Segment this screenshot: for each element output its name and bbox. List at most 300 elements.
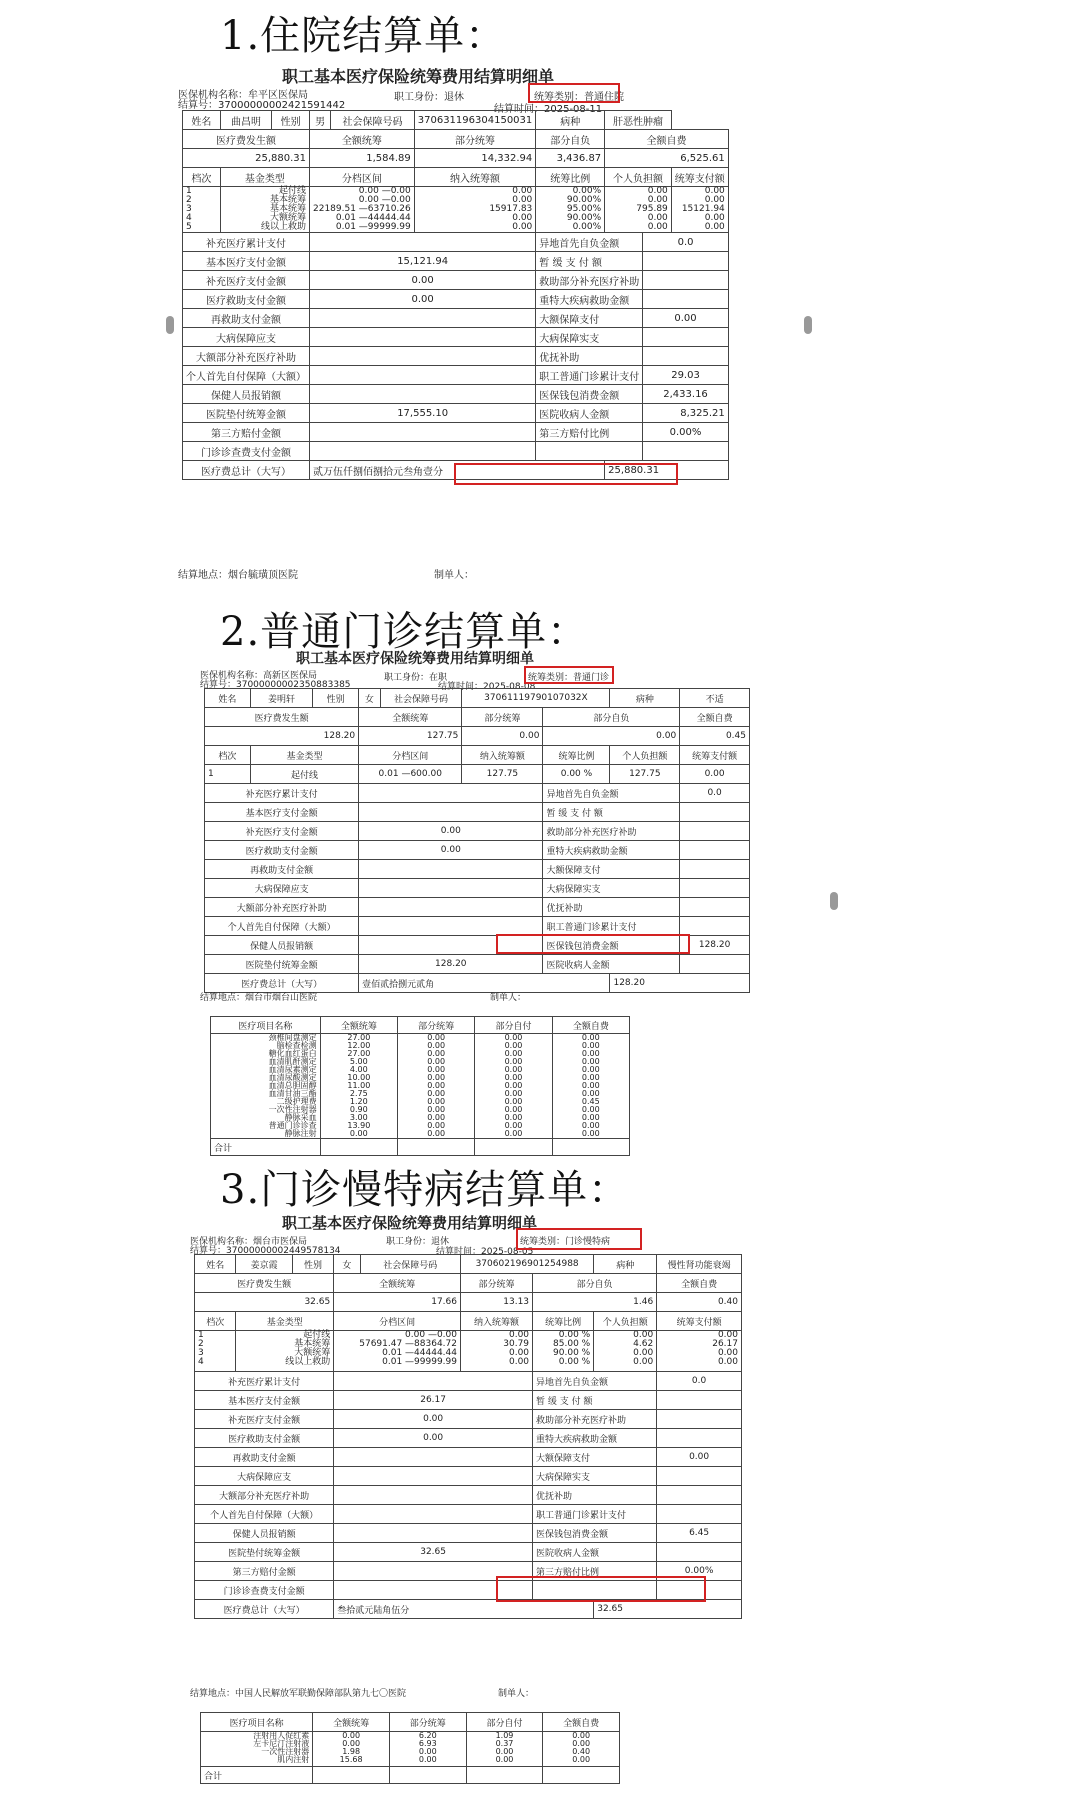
label-disease: 病种 xyxy=(610,689,680,708)
detail-row xyxy=(205,879,750,898)
detail-value xyxy=(310,233,536,252)
tier-personal: 0.00 0.00 795.89 0.00 0.00 xyxy=(605,187,672,233)
detail-label: 第三方赔付金额 xyxy=(195,1562,334,1581)
tier-personal: 127.75 xyxy=(610,765,680,784)
header-full-self: 全额自费 xyxy=(605,130,729,149)
detail-label: 职工普通门诊累计支付 xyxy=(543,917,680,936)
items-h-full-coord: 全额统筹 xyxy=(313,1713,390,1732)
detail-row xyxy=(183,385,729,404)
items-h-part-self: 部分自付 xyxy=(466,1713,543,1732)
detail-value xyxy=(359,898,543,917)
right-scroll-marker xyxy=(804,316,812,334)
patient-row xyxy=(195,1255,742,1274)
detail-label: 大额部分补充医疗补助 xyxy=(205,898,359,917)
settle-time: 结算时间：2025-08-08 xyxy=(438,682,536,692)
wallet-label: 医保钱包消费金额 xyxy=(533,1524,657,1543)
employee-identity: 职工身份：退休 xyxy=(386,1237,450,1247)
items-full-coord: 27.00 12.00 27.00 5.00 4.00 10.00 11.00 2.75 1.20 0.90 3.00 13.90 0.00 xyxy=(320,1034,397,1139)
summary-value-row xyxy=(183,149,729,168)
patient-row xyxy=(205,689,750,708)
detail-row xyxy=(183,347,729,366)
detail-label: 第三方赔付金额 xyxy=(183,423,310,442)
header-part-coord: 部分统筹 xyxy=(414,130,536,149)
highlight-box-category xyxy=(524,666,614,684)
patient-disease: 肝恶性肿瘤 xyxy=(605,111,672,130)
items-total-cell xyxy=(552,1139,629,1156)
detail-row xyxy=(205,841,750,860)
detail-label: 救助部分补充医疗补助 xyxy=(536,271,643,290)
highlight-box-category xyxy=(516,1228,642,1250)
detail-label: 大病保障应支 xyxy=(195,1467,334,1486)
tier-header-row xyxy=(183,168,729,187)
label-name: 姓名 xyxy=(195,1255,236,1274)
items-part-coord: 0.00 0.00 0.00 0.00 0.00 0.00 0.00 0.00 0.00 0.00 0.00 0.00 0.00 xyxy=(398,1034,475,1139)
detail-value xyxy=(334,1505,533,1524)
detail-value: 17,555.10 xyxy=(310,404,536,423)
detail-value: 0.0 xyxy=(657,1372,742,1391)
value-part-coord: 0.00 xyxy=(462,727,543,746)
detail-label: 大额保障支付 xyxy=(533,1448,657,1467)
tier-h-paid: 统筹支付额 xyxy=(671,168,728,187)
tier-ratio: 0.00 % xyxy=(543,765,610,784)
detail-label: 救助部分补充医疗补助 xyxy=(543,822,680,841)
patient-name: 曲昌明 xyxy=(220,111,272,130)
detail-label: 重特大疾病救助金额 xyxy=(536,290,643,309)
detail-label: 个人首先自付保障（大额） xyxy=(183,366,310,385)
wallet-value: 128.20 xyxy=(680,936,750,955)
detail-row xyxy=(205,955,750,974)
value-total-cost: 128.20 xyxy=(205,727,359,746)
items-values-row xyxy=(201,1732,620,1767)
value-part-coord: 13.13 xyxy=(461,1293,533,1312)
detail-row xyxy=(205,803,750,822)
items-full-coord: 0.00 0.00 1.98 15.68 xyxy=(313,1732,390,1767)
header-part-coord: 部分统筹 xyxy=(462,708,543,727)
tier-paid: 0.00 xyxy=(680,765,750,784)
value-part-self: 1.46 xyxy=(533,1293,657,1312)
label-disease: 病种 xyxy=(536,111,605,130)
items-names: 注射用人促红素 左卡尼汀注射液 一次性注射器 肌内注射 xyxy=(201,1732,313,1767)
patient-gender: 女 xyxy=(359,689,380,708)
tier-h-level: 档次 xyxy=(183,168,221,187)
items-full-self: 0.00 0.00 0.40 0.00 xyxy=(543,1732,620,1767)
detail-label: 大额部分补充医疗补助 xyxy=(195,1486,334,1505)
detail-label: 大额部分补充医疗补助 xyxy=(183,347,310,366)
detail-row xyxy=(195,1391,742,1410)
patient-row xyxy=(183,111,729,130)
patient-name: 姜明轩 xyxy=(250,689,312,708)
detail-label: 门诊诊查费支付金额 xyxy=(183,442,310,461)
right-scroll-marker xyxy=(830,892,838,910)
total-label: 医疗费总计（大写） xyxy=(183,461,310,480)
total-row xyxy=(195,1600,742,1619)
detail-value: 0.00 xyxy=(334,1429,533,1448)
detail-value xyxy=(310,423,536,442)
tier-h-personal: 个人负担额 xyxy=(605,168,672,187)
header-full-coord: 全额统筹 xyxy=(334,1274,461,1293)
detail-value: 0.00% xyxy=(643,423,729,442)
maker-label: 制单人： xyxy=(498,1689,535,1699)
detail-label: 优抚补助 xyxy=(543,898,680,917)
label-disease: 病种 xyxy=(594,1255,657,1274)
tier-h-fund: 基金类型 xyxy=(250,746,358,765)
detail-value xyxy=(680,841,750,860)
items-h-name: 医疗项目名称 xyxy=(201,1713,313,1732)
detail-row xyxy=(195,1467,742,1486)
items-total-label: 合计 xyxy=(211,1139,321,1156)
patient-ssn: 370631196304150031 xyxy=(414,111,536,130)
tier-h-fund: 基金类型 xyxy=(236,1312,334,1331)
detail-value xyxy=(680,955,750,974)
section-title-outpatient: 2.普通门诊结算单： xyxy=(220,609,589,655)
tier-h-ratio: 统筹比例 xyxy=(543,746,610,765)
tier-ranges: 0.00 —0.00 0.00 —0.00 22189.51 —63710.26 0.01 —44444.44 0.01 —99999.99 xyxy=(310,187,415,233)
org-name: 医保机构名称：牟平区医保局 xyxy=(178,90,308,101)
coordination-category: 统筹类别：门诊慢特病 xyxy=(520,1237,611,1247)
detail-label: 大病保障实支 xyxy=(533,1467,657,1486)
value-part-self: 0.00 xyxy=(543,727,680,746)
detail-value xyxy=(310,385,536,404)
detail-value: 0.00 xyxy=(310,271,536,290)
settle-place: 结算地点：中国人民解放军联勤保障部队第九七〇医院 xyxy=(190,1689,407,1699)
detail-row xyxy=(183,309,729,328)
summary-value-row xyxy=(195,1293,742,1312)
items-total-cell xyxy=(475,1139,552,1156)
patient-gender: 男 xyxy=(310,111,331,130)
detail-row xyxy=(195,1429,742,1448)
items-total-cell xyxy=(389,1767,466,1784)
detail-value xyxy=(359,879,543,898)
tier-ratios: 0.00% 90.00% 95.00% 90.00% 0.00% xyxy=(536,187,605,233)
detail-value: 0.00 xyxy=(310,290,536,309)
summary-header-row xyxy=(195,1274,742,1293)
items-part-coord: 6.20 6.93 0.00 0.00 xyxy=(389,1732,466,1767)
tier-paid: 0.00 0.00 15121.94 0.00 0.00 xyxy=(671,187,728,233)
header-full-coord: 全额统筹 xyxy=(310,130,415,149)
detail-row xyxy=(183,233,729,252)
tier-fund-type: 起付线 xyxy=(250,765,358,784)
tier-included: 0.00 30.79 0.00 0.00 xyxy=(461,1331,533,1372)
detail-label: 保健人员报销额 xyxy=(195,1524,334,1543)
header-total-cost: 医疗费发生额 xyxy=(183,130,310,149)
tier-h-included: 纳入统筹额 xyxy=(461,1312,533,1331)
value-full-self: 0.45 xyxy=(680,727,750,746)
tier-values-row xyxy=(205,765,750,784)
detail-value xyxy=(657,1391,742,1410)
detail-row xyxy=(183,366,729,385)
detail-label: 保健人员报销额 xyxy=(205,936,359,955)
detail-label: 门诊诊查费支付金额 xyxy=(195,1581,334,1600)
detail-label: 第三方赔付比例 xyxy=(533,1562,657,1581)
detail-row xyxy=(195,1524,742,1543)
detail-row xyxy=(195,1505,742,1524)
patient-ssn: 370602196901254988 xyxy=(461,1255,594,1274)
tier-included: 0.00 0.00 15917.83 0.00 0.00 xyxy=(414,187,536,233)
detail-label: 医院垫付统筹金额 xyxy=(205,955,359,974)
detail-label: 再救助支付金额 xyxy=(205,860,359,879)
label-gender: 性别 xyxy=(292,1255,333,1274)
detail-label: 大病保障应支 xyxy=(183,328,310,347)
settle-number: 结算号：37000000002350883385 xyxy=(200,680,351,690)
tier-h-ratio: 统筹比例 xyxy=(536,168,605,187)
detail-row xyxy=(183,442,729,461)
summary-value-row xyxy=(205,727,750,746)
detail-label: 补充医疗支付金额 xyxy=(205,822,359,841)
tier-header-row xyxy=(195,1312,742,1331)
detail-value xyxy=(680,917,750,936)
detail-value xyxy=(334,1372,533,1391)
wallet-value: 6.45 xyxy=(657,1524,742,1543)
detail-value xyxy=(334,1448,533,1467)
detail-value xyxy=(310,366,536,385)
value-part-self: 3,436.87 xyxy=(536,149,605,168)
patient-disease: 慢性肾功能衰竭 xyxy=(657,1255,742,1274)
wallet-value: 2,433.16 xyxy=(643,385,729,404)
detail-row xyxy=(205,917,750,936)
label-name: 姓名 xyxy=(183,111,221,130)
settle-time: 结算时间：2025-08-05 xyxy=(436,1247,534,1257)
header-full-coord: 全额统筹 xyxy=(359,708,462,727)
settle-place: 结算地点：烟台毓璜顶医院 xyxy=(178,570,298,581)
settlement-table xyxy=(182,110,729,480)
header-full-self: 全额自费 xyxy=(657,1274,742,1293)
detail-label: 大病保障实支 xyxy=(543,879,680,898)
items-total-cell xyxy=(313,1767,390,1784)
detail-value xyxy=(334,1467,533,1486)
label-ssn: 社会保障号码 xyxy=(360,1255,460,1274)
detail-value: 128.20 xyxy=(359,955,543,974)
detail-value xyxy=(310,328,536,347)
items-header-row xyxy=(201,1713,620,1732)
detail-value: 0.00 xyxy=(657,1448,742,1467)
org-name: 医保机构名称：烟台市医保局 xyxy=(190,1237,308,1247)
items-part-self: 1.09 0.37 0.00 0.00 xyxy=(466,1732,543,1767)
header-part-self: 部分自负 xyxy=(536,130,605,149)
patient-gender: 女 xyxy=(334,1255,360,1274)
label-gender: 性别 xyxy=(313,689,359,708)
tier-levels: 1 2 3 4 5 xyxy=(183,187,221,233)
detail-value xyxy=(680,860,750,879)
detail-label: 补充医疗支付金额 xyxy=(183,271,310,290)
detail-label: 个人首先自付保障（大额） xyxy=(205,917,359,936)
detail-label: 基本医疗支付金额 xyxy=(195,1391,334,1410)
detail-value xyxy=(310,442,536,461)
detail-row xyxy=(183,404,729,423)
summary-header-row xyxy=(205,708,750,727)
items-h-full-self: 全额自费 xyxy=(543,1713,620,1732)
value-part-coord: 14,332.94 xyxy=(414,149,536,168)
detail-value xyxy=(657,1467,742,1486)
tier-values-row xyxy=(183,187,729,233)
detail-label: 医院收病人金额 xyxy=(543,955,680,974)
header-part-coord: 部分统筹 xyxy=(461,1274,533,1293)
patient-ssn: 37061119790107032X xyxy=(462,689,610,708)
items-values-row xyxy=(211,1034,630,1139)
detail-value: 29.03 xyxy=(643,366,729,385)
detail-value: 0.00 xyxy=(359,841,543,860)
tier-h-personal: 个人负担额 xyxy=(610,746,680,765)
detail-label: 医疗救助支付金额 xyxy=(183,290,310,309)
detail-value: 0.00 xyxy=(643,309,729,328)
detail-row xyxy=(195,1410,742,1429)
detail-value xyxy=(310,309,536,328)
detail-label: 保健人员报销额 xyxy=(183,385,310,404)
items-total-label: 合计 xyxy=(201,1767,313,1784)
section-title-inpatient: 1.住院结算单： xyxy=(220,13,507,59)
patient-disease: 不适 xyxy=(680,689,750,708)
coordination-category: 统筹类别：普通住院 xyxy=(534,92,624,103)
tier-range: 0.01 —600.00 xyxy=(359,765,462,784)
detail-row xyxy=(195,1486,742,1505)
items-h-full-coord: 全额统筹 xyxy=(320,1017,397,1034)
wallet-label: 医保钱包消费金额 xyxy=(543,936,680,955)
detail-label: 补充医疗累计支付 xyxy=(205,784,359,803)
total-words: 贰万伍仟捌佰捌拾元叁角壹分 xyxy=(310,461,605,480)
detail-value xyxy=(680,822,750,841)
detail-row xyxy=(205,860,750,879)
tier-h-included: 纳入统筹额 xyxy=(414,168,536,187)
detail-value xyxy=(359,784,543,803)
detail-label: 医院收病人金额 xyxy=(536,404,643,423)
value-full-self: 0.40 xyxy=(657,1293,742,1312)
detail-label: 补充医疗累计支付 xyxy=(195,1372,334,1391)
tier-fund-types: 起付线 基本统筹 基本统筹 大额统筹 线以上救助 xyxy=(220,187,309,233)
detail-value xyxy=(657,1410,742,1429)
items-h-part-self: 部分自付 xyxy=(475,1017,552,1034)
tier-levels: 1 2 3 4 xyxy=(195,1331,236,1372)
detail-label: 优抚补助 xyxy=(536,347,643,366)
items-total-cell xyxy=(320,1139,397,1156)
detail-label: 第三方赔付比例 xyxy=(536,423,643,442)
section-title-chronic: 3.门诊慢特病结算单： xyxy=(220,1167,630,1213)
detail-value xyxy=(657,1429,742,1448)
items-full-self: 0.00 0.00 0.00 0.00 0.00 0.00 0.00 0.00 0.45 0.00 0.00 0.00 0.00 xyxy=(552,1034,629,1139)
detail-row xyxy=(195,1448,742,1467)
detail-label: 职工普通门诊累计支付 xyxy=(533,1505,657,1524)
detail-label: 补充医疗支付金额 xyxy=(195,1410,334,1429)
detail-label: 优抚补助 xyxy=(533,1486,657,1505)
value-full-coord: 17.66 xyxy=(334,1293,461,1312)
detail-row xyxy=(205,822,750,841)
detail-label: 医院收病人金额 xyxy=(533,1543,657,1562)
detail-value xyxy=(680,898,750,917)
total-amount: 128.20 xyxy=(610,974,750,993)
tier-header-row xyxy=(205,746,750,765)
detail-row xyxy=(183,271,729,290)
settlement-doc-outpatient xyxy=(200,648,760,1168)
detail-label: 再救助支付金额 xyxy=(195,1448,334,1467)
detail-value xyxy=(359,860,543,879)
items-table xyxy=(210,1016,630,1156)
detail-label: 个人首先自付保障（大额） xyxy=(195,1505,334,1524)
tier-personal: 0.00 4.62 0.00 0.00 xyxy=(594,1331,657,1372)
value-full-self: 6,525.61 xyxy=(605,149,729,168)
label-name: 姓名 xyxy=(205,689,251,708)
maker-label: 制单人： xyxy=(490,993,527,1003)
tier-h-level: 档次 xyxy=(195,1312,236,1331)
items-total-cell xyxy=(543,1767,620,1784)
detail-label: 异地首先自负金额 xyxy=(536,233,643,252)
detail-value: 0.0 xyxy=(643,233,729,252)
detail-value xyxy=(680,803,750,822)
tier-ranges: 0.00 —0.00 57691.47 —88364.72 0.01 —44444.44 0.01 —99999.99 xyxy=(334,1331,461,1372)
patient-name: 姜京霞 xyxy=(236,1255,292,1274)
wallet-label: 医保钱包消费金额 xyxy=(536,385,643,404)
items-header-row xyxy=(211,1017,630,1034)
items-part-self: 0.00 0.00 0.00 0.00 0.00 0.00 0.00 0.00 0.00 0.00 0.00 0.00 0.00 xyxy=(475,1034,552,1139)
value-full-coord: 127.75 xyxy=(359,727,462,746)
total-words: 叁拾贰元陆角伍分 xyxy=(334,1600,594,1619)
detail-value xyxy=(643,290,729,309)
detail-label: 重特大疾病救助金额 xyxy=(533,1429,657,1448)
value-full-coord: 1,584.89 xyxy=(310,149,415,168)
items-total-cell xyxy=(398,1139,475,1156)
detail-value: 26.17 xyxy=(334,1391,533,1410)
detail-label: 基本医疗支付金额 xyxy=(183,252,310,271)
detail-value xyxy=(334,1486,533,1505)
highlight-box-wallet xyxy=(496,934,690,954)
detail-row xyxy=(183,328,729,347)
tier-h-paid: 统筹支付额 xyxy=(657,1312,742,1331)
detail-row xyxy=(195,1543,742,1562)
tier-h-range: 分档区间 xyxy=(310,168,415,187)
settle-number: 结算号：37000000002449578134 xyxy=(190,1246,341,1256)
tier-h-ratio: 统筹比例 xyxy=(533,1312,594,1331)
settlement-doc-chronic xyxy=(190,1212,770,1812)
tier-h-included: 纳入统筹额 xyxy=(462,746,543,765)
detail-label: 暂 缓 支 付 额 xyxy=(536,252,643,271)
detail-label: 暂 缓 支 付 额 xyxy=(533,1391,657,1410)
label-ssn: 社会保障号码 xyxy=(380,689,462,708)
label-gender: 性别 xyxy=(272,111,310,130)
detail-row xyxy=(195,1372,742,1391)
tier-values-row xyxy=(195,1331,742,1372)
detail-value xyxy=(643,347,729,366)
detail-label xyxy=(536,442,643,461)
items-h-full-self: 全额自费 xyxy=(552,1017,629,1034)
label-ssn: 社会保障号码 xyxy=(331,111,415,130)
doc-title: 职工基本医疗保险统筹费用结算明细单 xyxy=(282,67,555,86)
detail-label: 医院垫付统筹金额 xyxy=(195,1543,334,1562)
items-h-part-coord: 部分统筹 xyxy=(389,1713,466,1732)
detail-row xyxy=(205,784,750,803)
detail-value: 0.00 xyxy=(334,1410,533,1429)
detail-row xyxy=(183,423,729,442)
employee-identity: 职工身份：在职 xyxy=(384,673,448,683)
total-label: 医疗费总计（大写） xyxy=(195,1600,334,1619)
total-words: 壹佰贰拾捌元贰角 xyxy=(359,974,610,993)
detail-value: 0.0 xyxy=(680,784,750,803)
total-label: 医疗费总计（大写） xyxy=(205,974,359,993)
header-part-self: 部分自负 xyxy=(533,1274,657,1293)
detail-label: 职工普通门诊累计支付 xyxy=(536,366,643,385)
detail-value: 8,325.21 xyxy=(643,404,729,423)
tier-included: 127.75 xyxy=(462,765,543,784)
employee-identity: 职工身份：退休 xyxy=(394,92,464,103)
detail-label: 补充医疗累计支付 xyxy=(183,233,310,252)
detail-label: 重特大疾病救助金额 xyxy=(543,841,680,860)
detail-value xyxy=(359,917,543,936)
doc-title: 职工基本医疗保险统筹费用结算明细单 xyxy=(282,1214,538,1232)
detail-label: 大病保障应支 xyxy=(205,879,359,898)
doc-title: 职工基本医疗保险统筹费用结算明细单 xyxy=(296,651,534,667)
org-name: 医保机构名称：高新区医保局 xyxy=(200,671,318,681)
detail-value: 0.00 xyxy=(359,822,543,841)
tier-h-range: 分档区间 xyxy=(334,1312,461,1331)
detail-label: 大病保障实支 xyxy=(536,328,643,347)
coordination-category: 统筹类别：普通门诊 xyxy=(528,673,610,683)
detail-row xyxy=(205,898,750,917)
